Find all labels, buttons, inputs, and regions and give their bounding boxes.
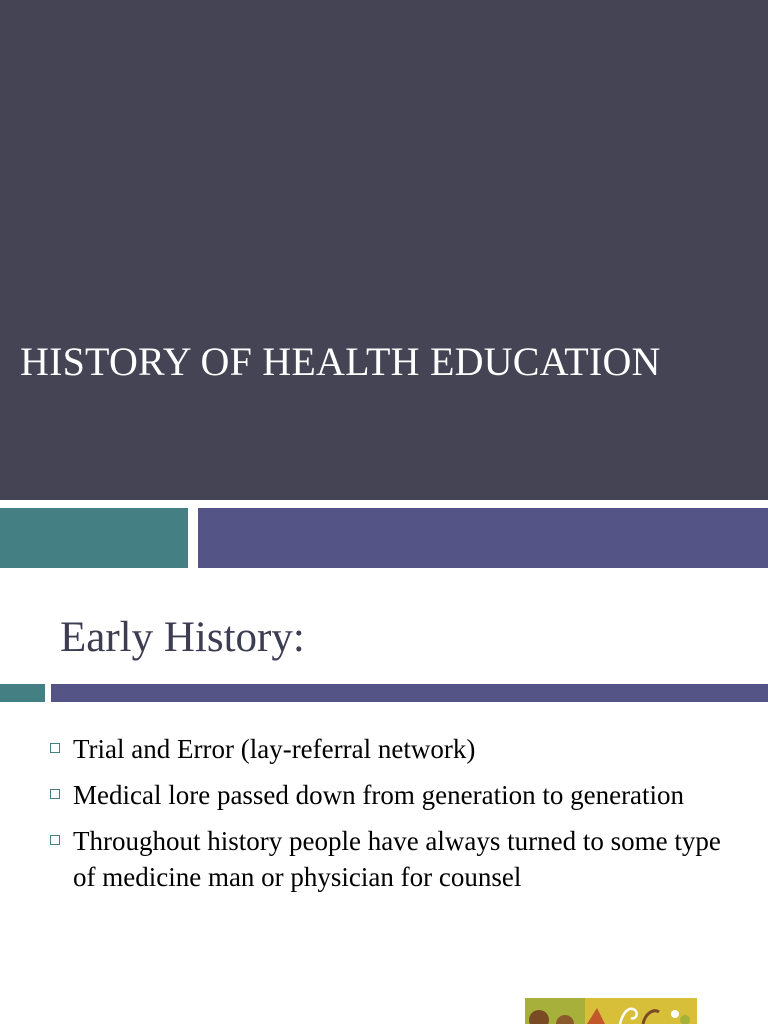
square-bullet-icon: [50, 789, 60, 799]
bullet-item: [44, 777, 734, 813]
bullet-text: Trial and Error (lay-referral network): [73, 734, 476, 764]
square-bullet-icon: [50, 743, 60, 753]
bullet-item: [44, 823, 734, 895]
clipart-graphic: [525, 998, 697, 1024]
slide-title: HISTORY OF HEALTH EDUCATION: [20, 339, 661, 384]
decorative-clipart-image: [525, 998, 697, 1024]
heading-rule-purple: [51, 684, 768, 702]
heading-rule-teal: [0, 684, 45, 702]
title-band-purple: [198, 508, 768, 568]
bullet-item: [44, 731, 734, 767]
bullet-text: Medical lore passed down from generation to generation: [73, 780, 685, 810]
title-slide: [0, 0, 768, 500]
title-band-teal: [0, 508, 188, 568]
slide-heading: Early History:: [60, 614, 305, 661]
square-bullet-icon: [50, 835, 60, 845]
bullet-list: [44, 731, 734, 905]
bullet-text: Throughout history people have always turned to some type of medicine man or physician for counsel: [73, 826, 721, 892]
